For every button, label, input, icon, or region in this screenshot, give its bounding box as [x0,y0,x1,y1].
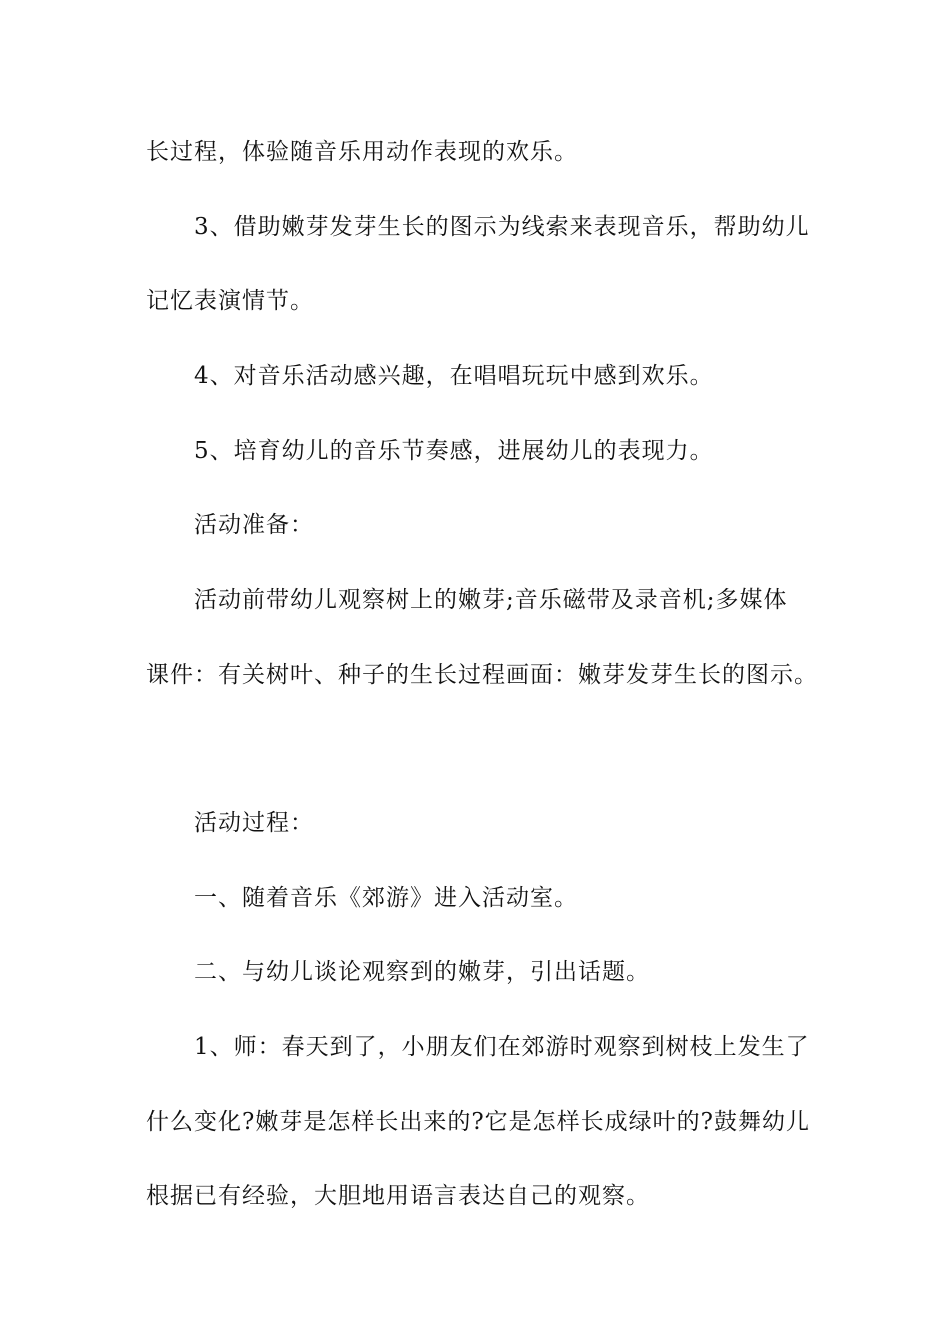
text-line: 课件：有关树叶、种子的生长过程画面：嫩芽发芽生长的图示。 [146,662,818,688]
section-heading: 活动准备： [194,512,314,538]
text-line: 二、与幼儿谈论观察到的嫩芽，引出话题。 [194,959,650,985]
text-line: 什么变化?嫩芽是怎样长出来的?它是怎样长成绿叶的?鼓舞幼儿 [146,1109,810,1135]
text-line: 记忆表演情节。 [146,288,314,314]
text-line: 5、培育幼儿的音乐节奏感，进展幼儿的表现力。 [194,438,714,464]
text-line: 长过程，体验随音乐用动作表现的欢乐。 [146,139,578,165]
text-line: 活动前带幼儿观察树上的嫩芽;音乐磁带及录音机;多媒体 [194,587,788,613]
text-line: 3、借助嫩芽发芽生长的图示为线索来表现音乐，帮助幼儿 [194,214,810,240]
text-line: 一、随着音乐《郊游》进入活动室。 [194,885,578,911]
text-line: 根据已有经验，大胆地用语言表达自己的观察。 [146,1183,650,1209]
text-line: 1、师：春天到了，小朋友们在郊游时观察到树枝上发生了 [194,1034,810,1060]
text-line: 4、对音乐活动感兴趣，在唱唱玩玩中感到欢乐。 [194,363,714,389]
section-heading: 活动过程： [194,810,314,836]
